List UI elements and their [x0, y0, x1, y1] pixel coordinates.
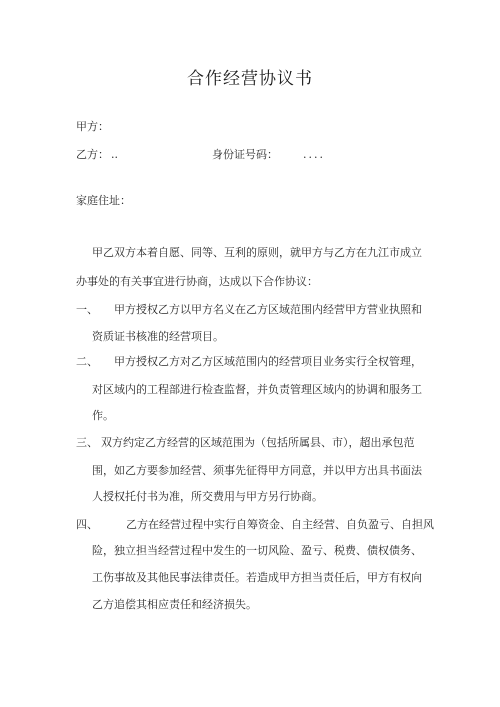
- document-title: 合作经营协议书: [187, 69, 313, 89]
- clause-3-number: 三、: [76, 436, 98, 449]
- clause-3-line-3: 人授权托付书为准，所交费用与甲方另行协商。: [92, 490, 323, 503]
- id-number-dots: ....: [303, 148, 325, 161]
- clause-1-number: 一、: [76, 303, 98, 316]
- clause-4-line-1: 乙方在经营过程中实行自筹资金、自主经营、自负盈亏、自担风: [126, 518, 434, 531]
- intro-line-1: 甲乙双方本着自愿、同等、互利的原则，就甲方与乙方在九江市成立: [92, 246, 422, 259]
- party-b-label: 乙方：: [76, 148, 109, 161]
- party-b-line: [76, 148, 118, 162]
- clause-3-line-1: 双方约定乙方经营的区域范围为（包括所属县、市），超出承包范: [101, 436, 415, 449]
- clause-4-line-3: 工伤事故及其他民事法律责任。若造成甲方担当责任后，甲方有权向: [92, 571, 422, 584]
- clause-3-line-2: 围，如乙方要参加经营、须事先征得甲方同意，并以甲方出具书面法: [92, 464, 422, 477]
- clause-2-number: 二、: [76, 355, 98, 368]
- home-address-label: 家庭住址：: [76, 194, 131, 207]
- clause-2-line-1: 甲方授权乙方对乙方区域范围内的经营项目业务实行全权管理，: [114, 355, 422, 368]
- intro-line-2: 办事处的有关事宜进行协商，达成以下合作协议：: [76, 275, 318, 288]
- party-b-dots: ..: [111, 148, 118, 161]
- clause-2-line-2: 对区域内的工程部进行检查监督，并负责管理区域内的协调和服务工: [92, 383, 422, 396]
- id-number-label: 身份证号码：: [212, 148, 278, 161]
- clause-4-line-4: 乙方追偿其相应责任和经济损失。: [92, 598, 257, 611]
- party-a-label: 甲方：: [76, 120, 109, 133]
- clause-4-line-2: 险，独立担当经营过程中发生的一切风险、盈亏、税费、债权债务、: [92, 544, 422, 557]
- clause-1-line-1: 甲方授权乙方以甲方名义在乙方区域范围内经营甲方营业执照和: [114, 303, 422, 316]
- clause-1-line-2: 资质证书核准的经营项目。: [92, 330, 224, 343]
- clause-4-number: 四、: [76, 518, 98, 531]
- clause-2-line-3: 作。: [92, 409, 114, 422]
